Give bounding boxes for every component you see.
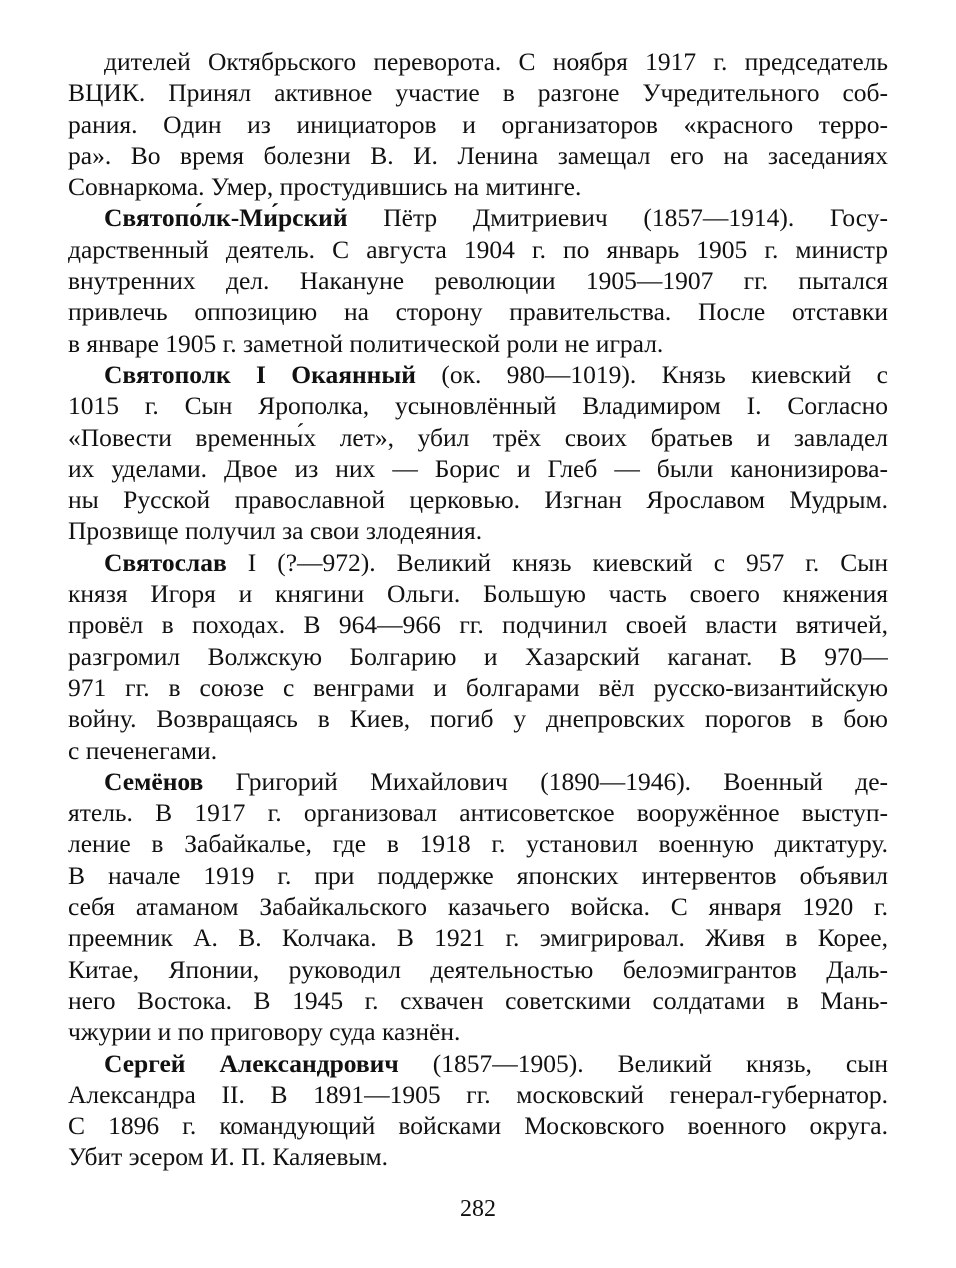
line-text: войну. Возвращаясь в Киев, погиб у днепровских порогов в бою — [68, 704, 888, 734]
text-line — [68, 515, 888, 546]
text-line — [68, 1110, 888, 1141]
line-text: дителей Октябрьского переворота. С ноября 1917 г. председатель — [104, 47, 888, 76]
line-text: с печенегами. — [68, 735, 218, 765]
text-line — [68, 109, 888, 140]
text-line — [68, 797, 888, 828]
paragraph — [68, 359, 888, 547]
text-line — [68, 390, 888, 421]
text-line — [68, 735, 888, 766]
line-text: ра». Во время болезни В. И. Ленина замещал его на заседаниях — [68, 140, 888, 170]
line-text: разгромил Волжскую Болгарию и Хазарский каганат. В 970— — [68, 641, 888, 671]
line-text: ВЦИК. Принял активное участие в разгоне Учредительного соб- — [68, 78, 888, 108]
line-text: Александра II. В 1891—1905 гг. московский генерал-губернатор. — [68, 1079, 888, 1109]
text-line — [68, 954, 888, 985]
text-line — [68, 1016, 888, 1047]
line-text: Совнаркома. Умер, простудившись на митинге. — [68, 172, 582, 202]
line-text: привлечь оппозицию на сторону правительства. После отставки — [68, 297, 888, 327]
paragraph — [68, 202, 888, 358]
text-line — [68, 296, 888, 327]
line-text: в январе 1905 г. заметной политической роли не играл. — [68, 328, 664, 358]
text-line — [68, 171, 888, 202]
entry-name: Святопо́лк-Ми́рский — [104, 203, 348, 233]
page-number: 282 — [460, 1196, 496, 1222]
text-line — [68, 860, 888, 891]
line-text: (1857—1905). Великий князь, сын — [398, 1048, 888, 1078]
line-text: 971 гг. в союзе с венграми и болгарами вёл русско-византийскую — [68, 672, 888, 702]
line-text: ление в Забайкалье, где в 1918 г. установил военную диктатуру. — [68, 829, 888, 859]
line-text: 1015 г. Сын Ярополка, усыновлённый Владимиром I. Согласно — [68, 391, 888, 421]
line-text: Убит эсером И. П. Каляевым. — [68, 1142, 389, 1172]
line-text: Прозвище получил за свои злодеяния. — [68, 516, 483, 546]
text-line — [68, 1048, 888, 1079]
line-text: Китае, Японии, руководил деятельностью белоэмигрантов Даль- — [68, 954, 888, 984]
text-line — [68, 422, 888, 453]
line-text: чжурии и по приговору суда казнён. — [68, 1017, 461, 1047]
line-text: В начале 1919 г. при поддержке японских интервентов объявил — [68, 860, 888, 890]
line-text: него Востока. В 1945 г. схвачен советскими солдатами в Мань- — [68, 985, 888, 1015]
text-line — [68, 1141, 888, 1172]
line-text: «Повести временны́х лет», убил трёх своих братьев и завладел — [68, 422, 888, 452]
text-line — [68, 359, 888, 390]
text-line — [68, 453, 888, 484]
page-body — [68, 46, 888, 1173]
text-line — [68, 641, 888, 672]
line-text: князя Игоря и княгини Ольги. Большую часть своего княжения — [68, 579, 888, 609]
text-line — [68, 985, 888, 1016]
text-line — [68, 578, 888, 609]
line-text: себя атаманом Забайкальского казачьего войска. С января 1920 г. — [68, 892, 888, 922]
paragraph — [68, 766, 888, 1048]
text-line — [68, 234, 888, 265]
line-text: провёл в походах. В 964—966 гг. подчинил своей власти вятичей, — [68, 610, 888, 640]
text-line — [68, 328, 888, 359]
paragraph — [68, 1048, 888, 1173]
entry-name: Семёнов — [104, 766, 204, 796]
text-line — [68, 922, 888, 953]
line-text: рания. Один из инициаторов и организаторов «красного терро- — [68, 109, 888, 139]
text-line — [68, 547, 888, 578]
text-line — [68, 828, 888, 859]
line-text: ны Русской православной церковью. Изгнан Ярославом Мудрым. — [68, 485, 888, 515]
text-line — [68, 265, 888, 296]
line-text: С 1896 г. командующий войсками Московского военного округа. — [68, 1111, 888, 1141]
line-text: I (?—972). Великий князь киевский с 957 г. Сын — [226, 547, 888, 577]
line-text: ятель. В 1917 г. организовал антисоветское вооружённое выступ- — [68, 798, 888, 828]
line-text: внутренних дел. Накануне революции 1905—1907 гг. пытался — [68, 266, 888, 296]
text-line — [68, 140, 888, 171]
line-text: их уделами. Двое из них — Борис и Глеб — были канонизирова- — [68, 453, 888, 483]
text-line — [68, 891, 888, 922]
line-text: Пётр Дмитриевич (1857—1914). Госу- — [347, 203, 888, 233]
paragraph — [68, 547, 888, 766]
line-text: Григорий Михайлович (1890—1946). Военный де- — [203, 766, 888, 796]
text-line — [68, 609, 888, 640]
text-line — [68, 202, 888, 233]
entry-name: Сергей Александрович — [104, 1048, 399, 1078]
text-line — [68, 77, 888, 108]
text-line — [68, 672, 888, 703]
entry-name: Святополк I Окаянный — [104, 359, 416, 389]
text-line — [68, 46, 888, 77]
line-text: преемник А. В. Колчака. В 1921 г. эмигрировал. Живя в Корее, — [68, 923, 888, 953]
text-line — [68, 766, 888, 797]
text-line — [68, 703, 888, 734]
paragraph — [68, 46, 888, 202]
line-text: дарственный деятель. С августа 1904 г. по январь 1905 г. министр — [68, 234, 888, 264]
entry-name: Святослав — [104, 547, 227, 577]
line-text: (ок. 980—1019). Князь киевский с — [415, 359, 888, 389]
text-line — [68, 1079, 888, 1110]
text-line — [68, 484, 888, 515]
